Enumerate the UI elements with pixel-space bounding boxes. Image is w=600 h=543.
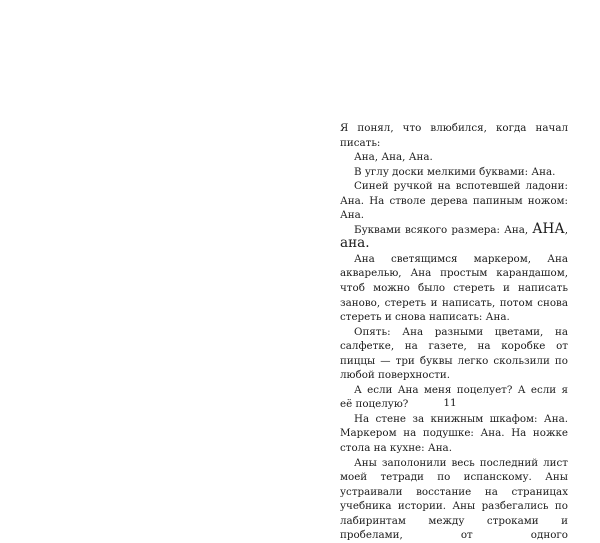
big-word: ана. xyxy=(340,235,370,252)
paragraph: Я понял, что влюбился, когда начал писать: xyxy=(340,122,568,149)
sizes-separator: , xyxy=(564,223,568,236)
paragraph: В углу доски мелкими буквами: Ана. xyxy=(354,165,556,178)
paragraph: На стене за книжным шкафом: Ана. Маркером на подушке: Ана. На ножке стола на кухне: Ана. xyxy=(340,412,568,455)
paragraph-sizes xyxy=(340,220,568,252)
page-text-block xyxy=(340,121,568,543)
big-word: АНА xyxy=(532,220,565,237)
page-number: 11 xyxy=(443,397,457,409)
paragraph: Ана светящимся маркером, Ана акварелью, Ана простым карандашом, чтоб можно было стереть и написать заново, стереть и написать, потом снова стереть и снова написать: Ана. xyxy=(340,252,568,324)
paragraph: Ана, Ана, Ана. xyxy=(354,151,433,164)
paragraph: Аны заполонили весь последний лист моей тетради по испанскому. Аны устраивали восстание на страницах учебника истории. Аны разбегались по лабиринтам между строками и пробелами, от одного xyxy=(340,456,568,542)
paragraph: Синей ручкой на вспотевшей ладони: Ана. На стволе дерева папиным ножом: Ана. xyxy=(340,180,568,222)
sizes-prefix: Буквами всякого размера: Ана, xyxy=(354,223,533,236)
paragraph: А если Ана меня поцелует? А если я её поцелую? xyxy=(340,383,568,411)
paragraph: Опять: Ана разными цветами, на салфетке, на газете, на коробке от пиццы — три буквы легко скользили по любой поверхности. xyxy=(340,325,568,382)
